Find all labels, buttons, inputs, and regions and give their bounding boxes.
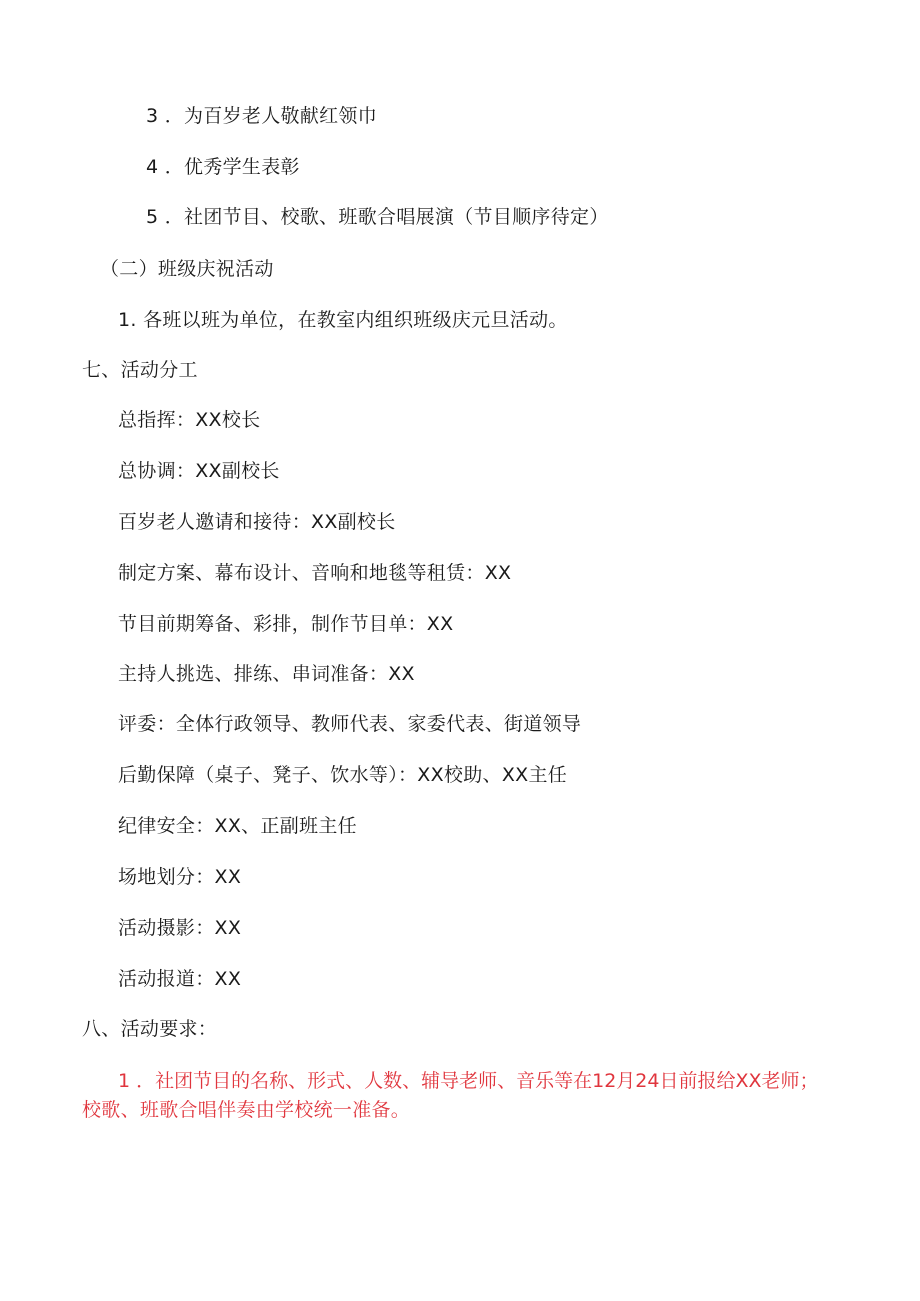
role-commander: 总指挥：XX校长: [118, 409, 261, 431]
program-item-5: 5 ．社团节目、校歌、班歌合唱展演（节目顺序待定）: [146, 206, 609, 228]
program-item-4: 4 ．优秀学生表彰: [146, 156, 300, 178]
role-venue-division: 场地划分：XX: [118, 866, 242, 888]
role-judges: 评委：全体行政领导、教师代表、家委代表、街道领导: [118, 713, 582, 735]
role-elder-reception: 百岁老人邀请和接待：XX副校长: [118, 511, 396, 533]
program-item-3: 3 ．为百岁老人敬献红领巾: [146, 105, 378, 127]
section-heading-class-celebration: （二）班级庆祝活动: [100, 258, 274, 280]
role-reporting: 活动报道：XX: [118, 968, 242, 990]
role-photography: 活动摄影：XX: [118, 917, 242, 939]
role-host-selection: 主持人挑选、排练、串词准备：XX: [118, 663, 415, 685]
role-discipline-safety: 纪律安全：XX、正副班主任: [118, 815, 357, 837]
requirement-1-line-2: 校歌、班歌合唱伴奏由学校统一准备。: [82, 1099, 411, 1121]
requirement-1-line-1: 1 ．社团节目的名称、形式、人数、辅导老师、音乐等在12月24日前报给XX老师；: [118, 1070, 819, 1092]
section-heading-requirements: 八、活动要求：: [82, 1018, 218, 1040]
role-plan-design: 制定方案、幕布设计、音响和地毯等租赁：XX: [118, 562, 512, 584]
role-logistics: 后勤保障（桌子、凳子、饮水等）：XX校助、XX主任: [118, 764, 568, 786]
section-heading-division-of-labor: 七、活动分工: [82, 359, 198, 381]
role-coordinator: 总协调：XX副校长: [118, 460, 280, 482]
role-program-prep: 节目前期筹备、彩排，制作节目单：XX: [118, 613, 454, 635]
class-celebration-item-1: 1. 各班以班为单位，在教室内组织班级庆元旦活动。: [118, 309, 568, 331]
